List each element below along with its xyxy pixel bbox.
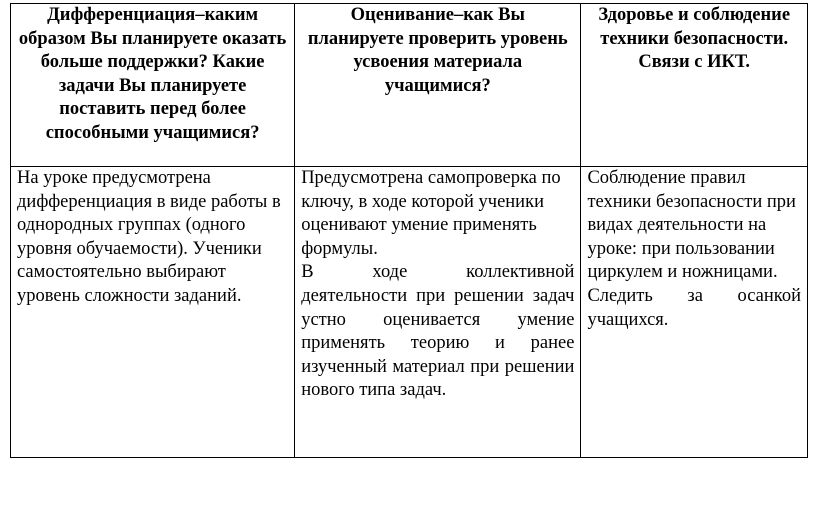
safety-paragraph-1: Соблюдение правил техники безопасности при видах деятельности на уроке: при пользовании циркулем и ножницами.	[587, 168, 796, 283]
safety-paragraph-2: Следить за осанкой учащихся.	[587, 285, 801, 330]
cell-differentiation: На уроке предусмотрена дифференциация в виде работы в однородных группах (одного уровня обучаемости). Ученики самостоятельно выбирают уровень сложности заданий.	[11, 167, 295, 458]
assessment-paragraph-1: Предусмотрена самопроверка по ключу, в ходе которой ученики оценивают умение применять формулы.	[301, 168, 561, 259]
cell-safety-ict	[581, 167, 808, 458]
lesson-plan-table	[10, 3, 808, 458]
table-header-row	[11, 4, 808, 167]
table-row	[11, 167, 808, 458]
header-assessment: Оценивание–как Вы планируете проверить уровень усвоения материала учащимися?	[295, 4, 581, 167]
assessment-paragraph-2: В ходе коллективной деятельности при решении задач устно оценивается умение применять теорию и ранее изученный материал при решении нового типа задач.	[301, 262, 575, 401]
cell-assessment	[295, 167, 581, 458]
header-differentiation: Дифференциация–каким образом Вы планируете оказать больше поддержки? Какие задачи Вы планируете поставить перед более способными учащимися?	[11, 4, 295, 167]
header-safety-ict: Здоровье и соблюдение техники безопасности. Связи с ИКТ.	[581, 4, 808, 167]
